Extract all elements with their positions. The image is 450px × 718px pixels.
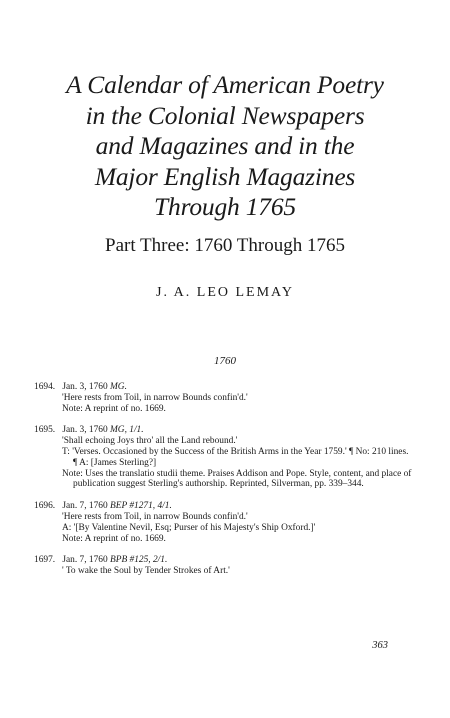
entry-citation: Jan. 7, 1760 xyxy=(62,501,108,512)
entry-line: Note: A reprint of no. 1669. xyxy=(62,403,166,414)
author-name: J. A. LEO LEMAY xyxy=(156,285,294,300)
entry-list xyxy=(34,382,414,588)
calendar-entry xyxy=(34,425,414,490)
subtitle: Part Three: 1760 Through 1765 xyxy=(105,235,345,256)
title-line: Through 1765 xyxy=(154,192,296,221)
entry-number: 1695. xyxy=(34,425,56,436)
entry-head xyxy=(34,501,414,512)
entry-source: MG, 1/1. xyxy=(110,425,144,436)
entry-line: ' To wake the Soul by Tender Strokes of Art.' xyxy=(62,566,230,577)
entry-source: BEP #1271, 4/1. xyxy=(110,501,172,512)
entry-number: 1694. xyxy=(34,382,56,392)
title-line: and Magazines and in the xyxy=(95,131,355,160)
title-line: A Calendar of American Poetry xyxy=(66,70,384,99)
calendar-entry xyxy=(34,555,414,577)
calendar-entry xyxy=(34,382,414,414)
title-line: in the Colonial Newspapers xyxy=(85,100,365,130)
entry-source: MG. xyxy=(110,382,127,392)
book-title xyxy=(0,70,450,223)
entry-citation: Jan. 3, 1760 xyxy=(62,425,108,436)
entry-number: 1696. xyxy=(34,501,56,512)
entry-citation: Jan. 3, 1760 xyxy=(62,382,108,392)
year-heading: 1760 xyxy=(214,355,236,367)
entry-line: Note: Uses the translatio studii theme. Praises Addison and Pope. Style, content, and place of publication suggest Sterling's authorship. Reprinted, Silverman, pp. 339–344. xyxy=(62,468,412,490)
page-number: 363 xyxy=(372,640,388,651)
entry-line: Note: A reprint of no. 1669. xyxy=(62,533,166,544)
calendar-entry xyxy=(34,501,414,544)
entry-head xyxy=(34,555,414,566)
entry-line: 'Here rests from Toil, in narrow Bounds confin'd.' xyxy=(62,392,248,403)
entry-source: BPB #125, 2/1. xyxy=(110,555,168,566)
title-line: Major English Magazines xyxy=(94,161,356,191)
entry-line: T: 'Verses. Occasioned by the Success of the British Arms in the Year 1759.' ¶ No: 210 lines. ¶ A: [James Sterling?] xyxy=(62,446,409,468)
entry-line: 'Shall echoing Joys thro' all the Land rebound.' xyxy=(62,436,238,447)
entry-head xyxy=(34,425,414,436)
entry-number: 1697. xyxy=(34,555,56,566)
entry-head xyxy=(34,382,414,393)
entry-citation: Jan. 7, 1760 xyxy=(62,555,108,566)
entry-line: A: '[By Valentine Nevil, Esq; Purser of his Majesty's Ship Oxford.]' xyxy=(62,522,316,533)
entry-line: 'Here rests from Toil, in narrow Bounds confin'd.' xyxy=(62,511,248,522)
